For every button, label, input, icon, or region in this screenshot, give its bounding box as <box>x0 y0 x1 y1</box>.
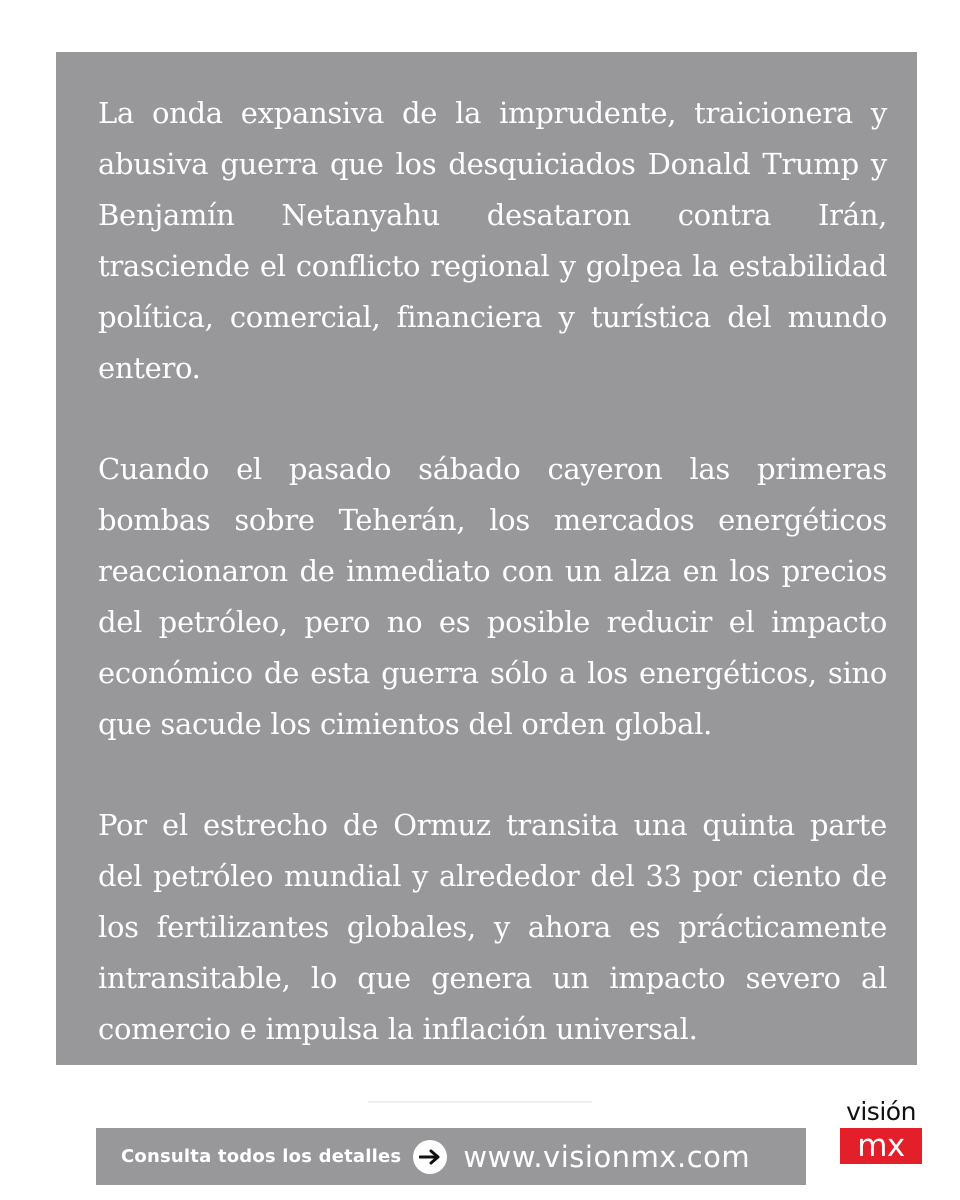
article-paragraph-1: La onda expansiva de la imprudente, traicionera y abusiva guerra que los desquiciados Donald Trump y Benjamín Netanyahu desataron contra Irán, trasciende el conflicto regional y golpea la estabilidad política, comercial, financiera y turística del mundo entero. <box>98 96 887 385</box>
footer-divider <box>368 1101 592 1103</box>
logo-top-text: visión <box>846 1097 916 1126</box>
logo-bottom-text: mx <box>857 1128 905 1164</box>
article-paragraph-3: Por el estrecho de Ormuz transita una quinta parte del petróleo mundial y alrededor del 33 por ciento de los fertilizantes globales, y ahora es prácticamente intransitable, lo que genera un impacto severo al comercio e impulsa la inflación universal. <box>98 808 887 1046</box>
article-panel <box>56 52 917 1065</box>
arrow-right-icon[interactable] <box>413 1140 447 1174</box>
arrow-right-icon-glyph <box>419 1149 441 1165</box>
vision-mx-logo <box>836 1098 926 1166</box>
cta-label: Consulta todos los detalles <box>121 1146 402 1167</box>
logo-red-box <box>840 1128 922 1164</box>
footer-link-bar[interactable] <box>96 1128 806 1185</box>
article-paragraph-2: Cuando el pasado sábado cayeron las primeras bombas sobre Teherán, los mercados energéticos reaccionaron de inmediato con un alza en los precios del petróleo, pero no es posible reducir el impacto económico de esta guerra sólo a los energéticos, sino que sacude los cimientos del orden global. <box>98 452 887 741</box>
website-link[interactable]: www.visionmx.com <box>463 1139 751 1174</box>
